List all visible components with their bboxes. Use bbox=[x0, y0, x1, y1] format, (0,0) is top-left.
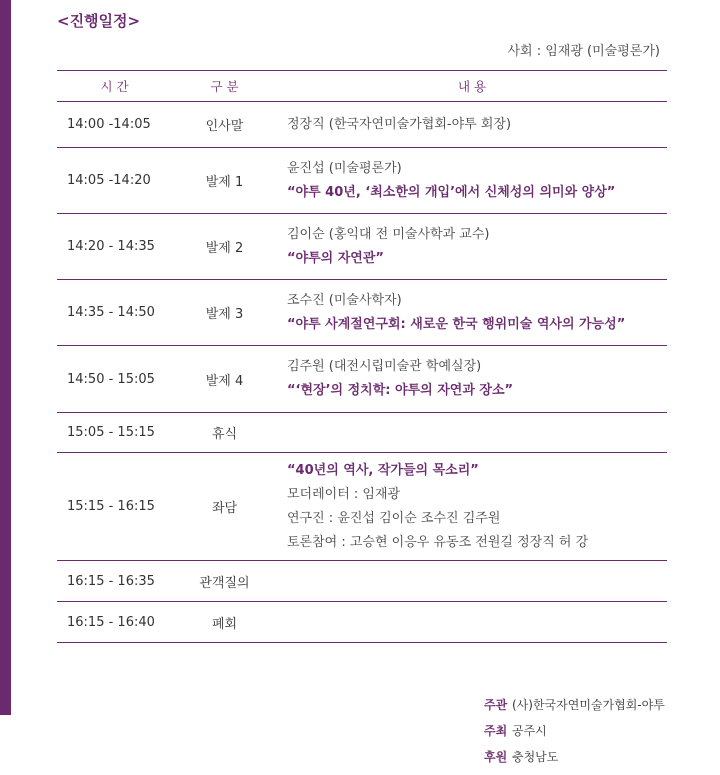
talk-title: “40년의 역사, 작가들의 목소리” bbox=[287, 462, 479, 478]
row-type: 휴식 bbox=[172, 413, 277, 453]
row-time: 14:50 - 15:05 bbox=[57, 346, 172, 413]
content-line: 김이순 (홍익대 전 미술사학과 교수) bbox=[287, 226, 490, 242]
row-type: 발제 1 bbox=[172, 148, 277, 214]
row-content bbox=[277, 102, 667, 148]
row-content bbox=[277, 280, 667, 346]
row-time: 15:15 - 16:15 bbox=[57, 453, 172, 561]
content-line: 윤진섭 (미술평론가) bbox=[287, 160, 402, 176]
row-time: 16:15 - 16:40 bbox=[57, 602, 172, 643]
talk-title: “야투 40년, ‘최소한의 개입’에서 신체성의 의미와 양상” bbox=[287, 184, 616, 200]
row-content bbox=[277, 346, 667, 413]
row-type: 관객질의 bbox=[172, 561, 277, 602]
footer-value: 공주시 bbox=[512, 724, 547, 738]
content-line: 조수진 (미술사학자) bbox=[287, 292, 402, 308]
table-row bbox=[57, 602, 667, 643]
footer-value: 충청남도 bbox=[512, 750, 559, 764]
row-type: 발제 4 bbox=[172, 346, 277, 413]
table-row bbox=[57, 561, 667, 602]
table-row bbox=[57, 453, 667, 561]
table-row bbox=[57, 102, 667, 148]
talk-title: “야투의 자연관” bbox=[287, 250, 384, 266]
row-time: 14:05 -14:20 bbox=[57, 148, 172, 214]
row-time: 16:15 - 16:35 bbox=[57, 561, 172, 602]
row-type: 발제 3 bbox=[172, 280, 277, 346]
table-row bbox=[57, 214, 667, 280]
schedule-table bbox=[57, 70, 667, 643]
row-content bbox=[277, 453, 667, 561]
row-content bbox=[277, 413, 667, 453]
talk-title: “‘현장’의 정치학: 야투의 자연과 장소” bbox=[287, 383, 514, 398]
footer-row bbox=[484, 718, 665, 744]
table-row bbox=[57, 346, 667, 413]
row-content bbox=[277, 561, 667, 602]
footer-key: 주최 bbox=[484, 724, 508, 738]
row-time: 14:35 - 14:50 bbox=[57, 280, 172, 346]
content-line: 토론참여 : 고승현 이응우 유동조 전원길 정장직 허 강 bbox=[287, 534, 589, 550]
content-line: 김주원 (대전시립미술관 학예실장) bbox=[287, 359, 482, 374]
talk-title: “야투 사계절연구회: 새로운 한국 행위미술 역사의 가능성” bbox=[287, 316, 626, 332]
table-header-row bbox=[57, 71, 667, 102]
footer-row bbox=[484, 692, 665, 718]
content-line: 정장직 (한국자연미술가협회-야투 회장) bbox=[287, 116, 512, 132]
row-type: 좌담 bbox=[172, 453, 277, 561]
table-row bbox=[57, 413, 667, 453]
content-line: 모더레이터 : 임재광 bbox=[287, 486, 401, 502]
table-row bbox=[57, 148, 667, 214]
footer-key: 주관 bbox=[484, 698, 508, 712]
footer-value: (사)한국자연미술가협회-야투 bbox=[512, 698, 665, 712]
footer-row bbox=[484, 744, 665, 770]
row-content bbox=[277, 214, 667, 280]
column-header-time: 시 간 bbox=[57, 71, 172, 102]
column-header-content: 내 용 bbox=[277, 71, 667, 102]
row-time: 14:00 -14:05 bbox=[57, 102, 172, 148]
moderator-line: 사회 : 임재광 (미술평론가) bbox=[507, 44, 660, 59]
left-accent-bar bbox=[0, 0, 11, 715]
footer-credits bbox=[484, 692, 665, 770]
row-time: 15:05 - 15:15 bbox=[57, 413, 172, 453]
column-header-type: 구 분 bbox=[172, 71, 277, 102]
row-content bbox=[277, 148, 667, 214]
section-title: <진행일정> bbox=[57, 12, 141, 30]
row-time: 14:20 - 14:35 bbox=[57, 214, 172, 280]
table-row bbox=[57, 280, 667, 346]
row-type: 폐회 bbox=[172, 602, 277, 643]
row-type: 발제 2 bbox=[172, 214, 277, 280]
footer-key: 후원 bbox=[484, 750, 508, 764]
row-content bbox=[277, 602, 667, 643]
row-type: 인사말 bbox=[172, 102, 277, 148]
content-line: 연구진 : 윤진섭 김이순 조수진 김주원 bbox=[287, 510, 501, 526]
